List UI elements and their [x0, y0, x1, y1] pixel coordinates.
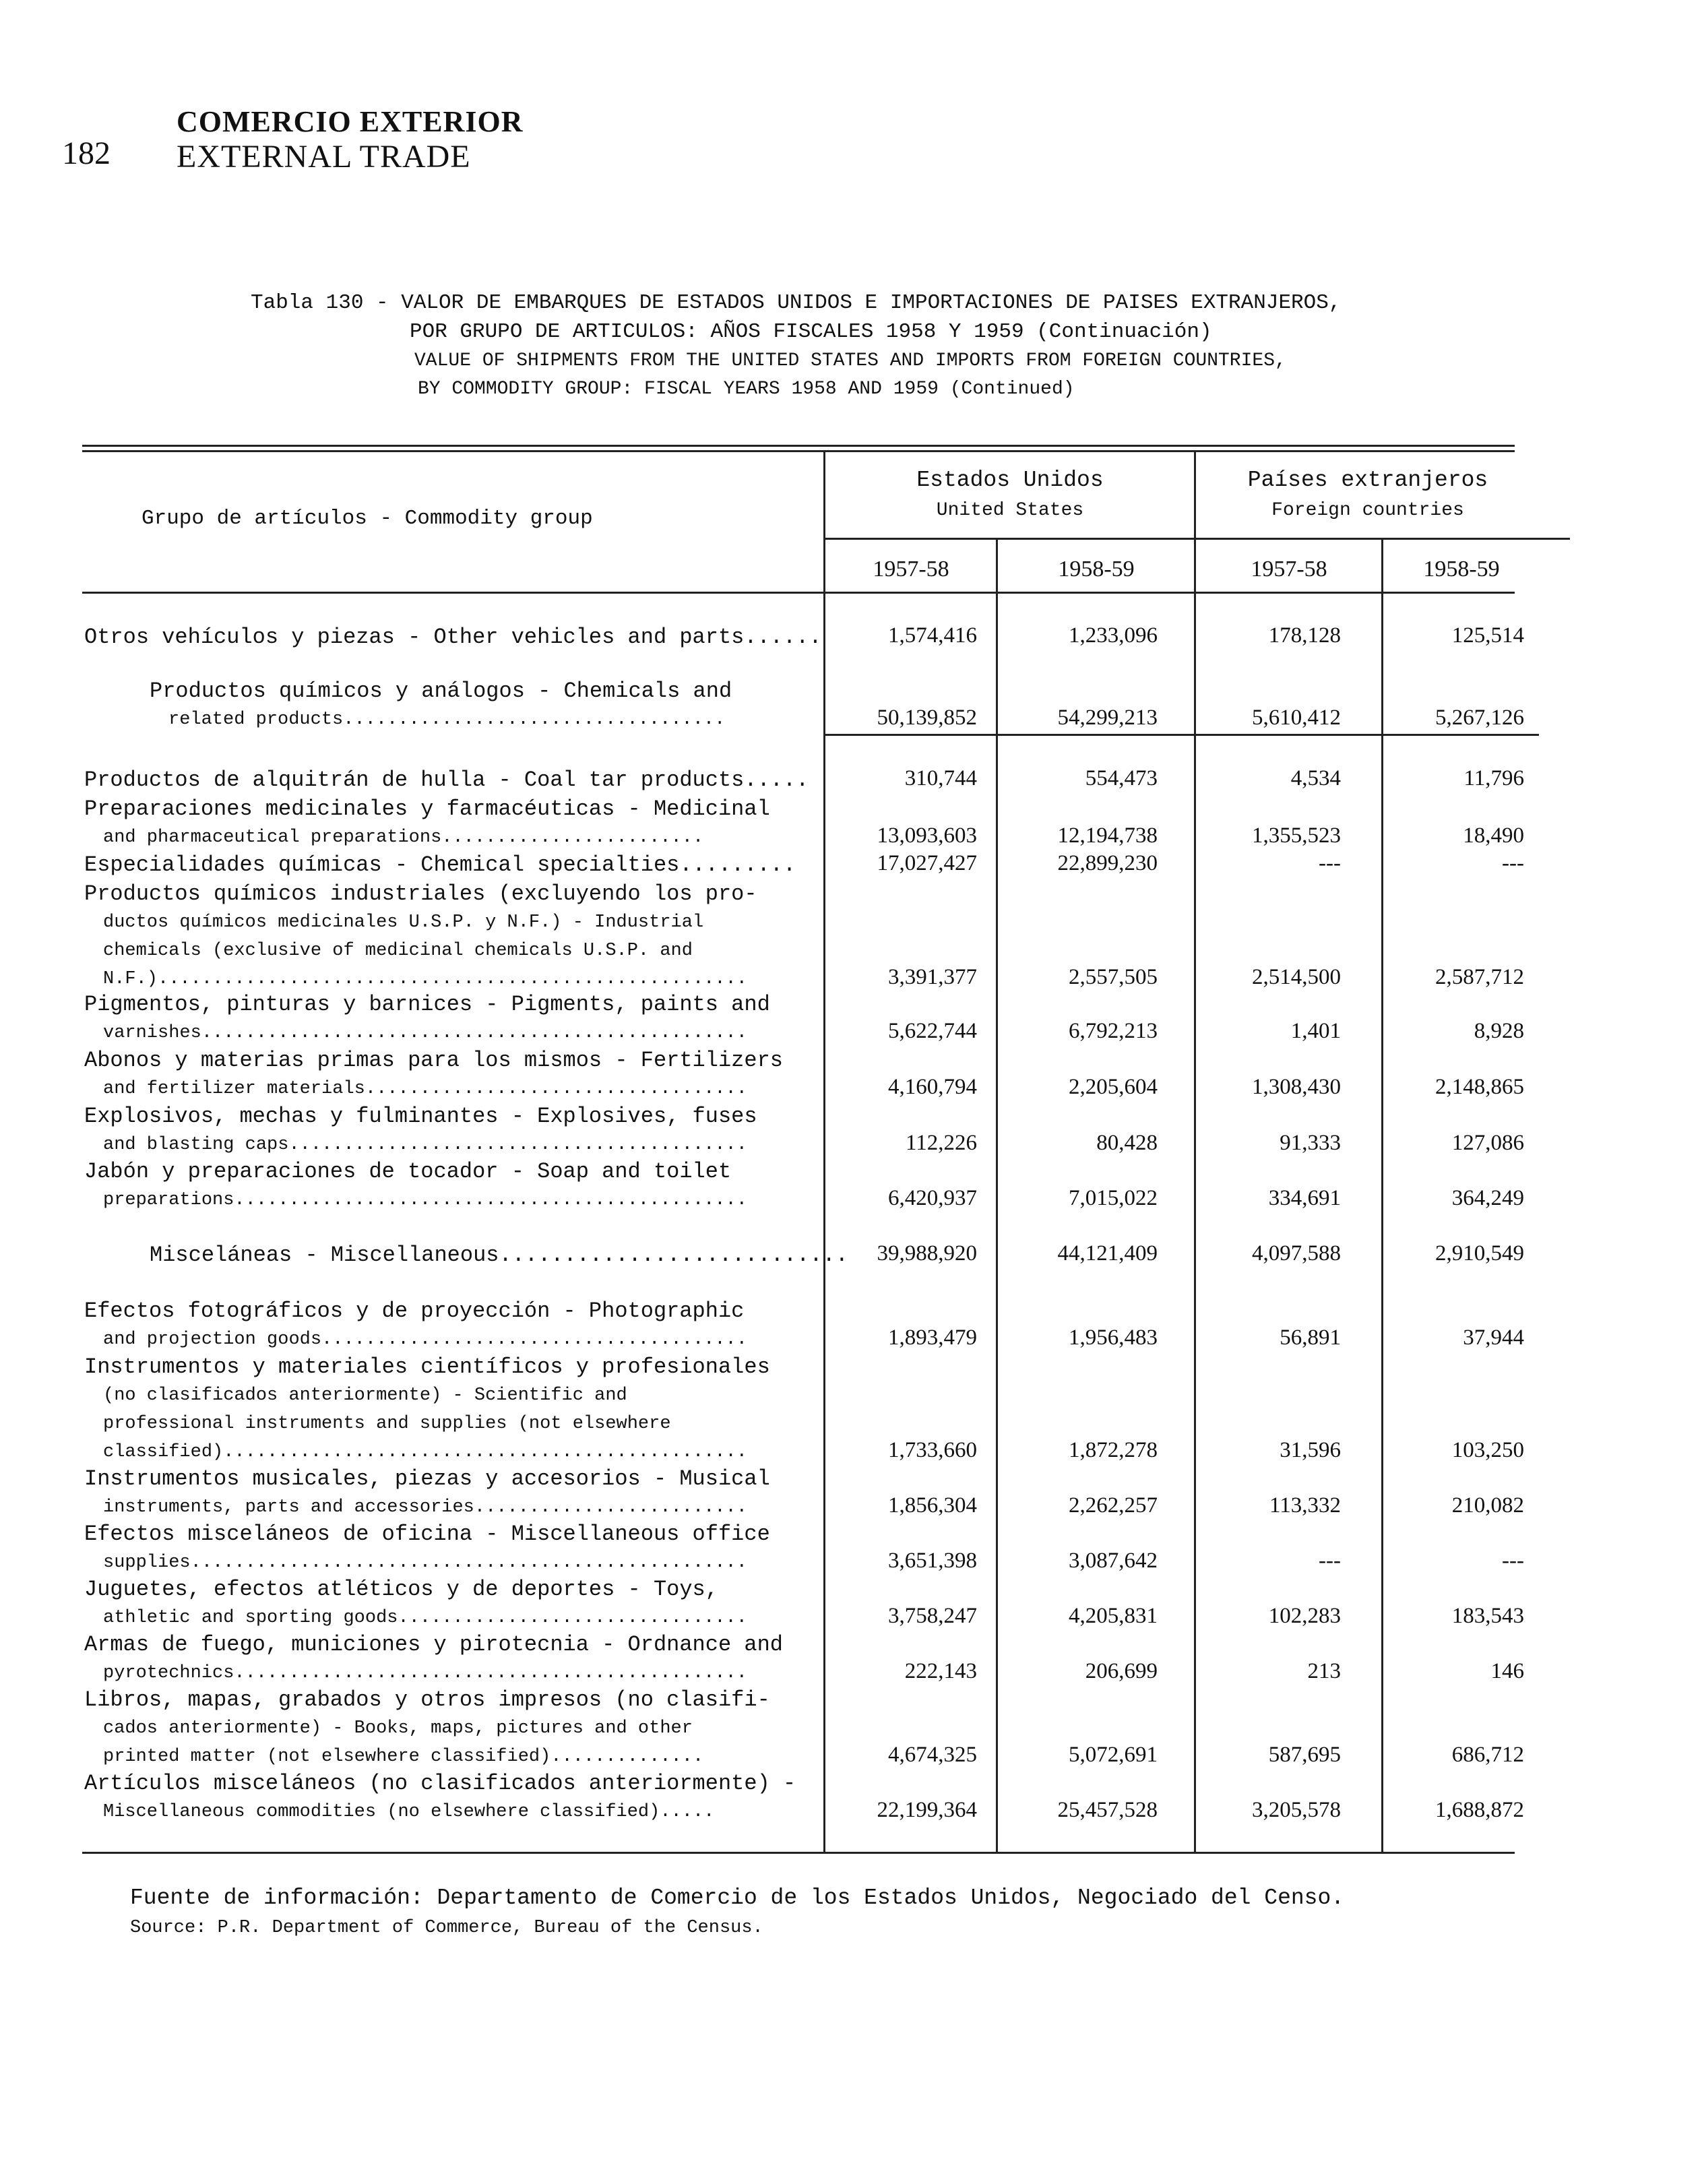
value-us-1957-58: 1,574,416 — [888, 623, 977, 648]
commodity-label-line: Abonos y materias primas para los mismos - Fertilizers — [84, 1048, 783, 1073]
value-us-1957-58: 39,988,920 — [877, 1241, 977, 1266]
table-header-bottom-rule — [82, 592, 1515, 594]
value-foreign-1957-58: 102,283 — [1268, 1604, 1341, 1628]
value-foreign-1958-59: 37,944 — [1463, 1325, 1524, 1350]
commodity-label-line: Productos de alquitrán de hulla - Coal tar products..... — [84, 768, 809, 792]
commodity-label-line: Juguetes, efectos atléticos y de deportes - Toys, — [84, 1577, 718, 1602]
column-divider-4 — [1381, 538, 1383, 1852]
value-us-1957-58: 3,391,377 — [888, 965, 977, 989]
column-group-rule — [823, 538, 1570, 540]
value-us-1957-58: 3,651,398 — [888, 1549, 977, 1573]
value-foreign-1958-59: 2,910,549 — [1435, 1241, 1524, 1266]
commodity-label-line: Preparaciones medicinales y farmacéuticas - Medicinal — [84, 797, 770, 821]
commodity-label — [84, 851, 796, 879]
value-foreign-1958-59: 103,250 — [1451, 1438, 1524, 1462]
value-foreign-1957-58: 91,333 — [1280, 1131, 1341, 1155]
value-us-1958-59: 4,205,831 — [1069, 1604, 1158, 1628]
source-note-en: Source: P.R. Department of Commerce, Bureau of the Census. — [130, 1918, 763, 1938]
value-us-1957-58: 222,143 — [904, 1659, 977, 1683]
section-title-es: COMERCIO EXTERIOR — [177, 105, 524, 138]
column-divider-3 — [1194, 450, 1196, 1852]
commodity-label-line: Libros, mapas, grabados y otros impresos (no clasifi- — [84, 1687, 770, 1712]
commodity-label-line: Jabón y preparaciones de tocador - Soap and toilet — [84, 1159, 732, 1184]
value-us-1958-59: 554,473 — [1085, 766, 1158, 790]
commodity-label-line: Miscellaneous commodities (no elsewhere classified)..... — [103, 1802, 715, 1822]
value-foreign-1957-58: 4,534 — [1290, 766, 1341, 790]
value-us-1958-59: 44,121,409 — [1057, 1241, 1158, 1266]
value-us-1957-58: 6,420,937 — [888, 1186, 977, 1210]
value-foreign-1957-58: --- — [1319, 1549, 1341, 1573]
value-us-1958-59: 206,699 — [1085, 1659, 1158, 1683]
value-foreign-1958-59: 183,543 — [1451, 1604, 1524, 1628]
commodity-label-line: Especialidades químicas - Chemical specialties......... — [84, 852, 796, 877]
commodity-label-line: athletic and sporting goods................................ — [103, 1608, 747, 1628]
commodity-label — [150, 1241, 848, 1270]
commodity-label — [84, 1631, 783, 1687]
year-header-foreign-1958-59: 1958-59 — [1423, 557, 1500, 582]
value-foreign-1958-59: 8,928 — [1474, 1019, 1524, 1043]
table-top-rule-2 — [82, 450, 1515, 452]
value-foreign-1957-58: 113,332 — [1269, 1493, 1341, 1518]
commodity-label-line: and pharmaceutical preparations........................ — [103, 828, 704, 848]
value-foreign-1957-58: 334,691 — [1268, 1186, 1341, 1210]
page-number: 182 — [62, 135, 111, 171]
value-foreign-1958-59: 127,086 — [1451, 1131, 1524, 1155]
commodity-label — [84, 623, 822, 652]
value-foreign-1957-58: 1,308,430 — [1252, 1075, 1341, 1099]
value-us-1957-58: 5,622,744 — [888, 1019, 977, 1043]
commodity-label-line: and projection goods....................................... — [103, 1330, 747, 1350]
commodity-label-line: Pigmentos, pinturas y barnices - Pigments, paints and — [84, 992, 770, 1017]
value-foreign-1958-59: --- — [1502, 851, 1524, 875]
commodity-label-line: professional instruments and supplies (not elsewhere — [103, 1414, 671, 1434]
table-bottom-rule — [82, 1852, 1515, 1854]
section-title-en: EXTERNAL TRADE — [177, 139, 471, 175]
commodity-label-line: related products................................... — [168, 710, 726, 730]
commodity-label — [84, 795, 770, 852]
table-top-rule — [82, 445, 1515, 447]
value-us-1957-58: 4,674,325 — [888, 1743, 977, 1767]
commodity-label — [84, 1102, 757, 1159]
value-us-1957-58: 1,733,660 — [888, 1438, 977, 1462]
value-foreign-1958-59: 146 — [1490, 1659, 1524, 1683]
us-header-es: Estados Unidos — [916, 468, 1104, 493]
commodity-label — [84, 880, 757, 993]
value-foreign-1958-59: --- — [1502, 1549, 1524, 1573]
commodity-label-line: ductos químicos medicinales U.S.P. y N.F.) - Industrial — [103, 912, 704, 933]
commodity-label-line: classified)................................................ — [103, 1442, 747, 1462]
value-foreign-1957-58: 4,097,588 — [1252, 1241, 1341, 1266]
table-caption-es-2: POR GRUPO DE ARTICULOS: AÑOS FISCALES 1958 Y 1959 (Continuación) — [410, 320, 1212, 344]
value-us-1957-58: 22,199,364 — [877, 1798, 977, 1822]
source-note-es: Fuente de información: Departamento de Comercio de los Estados Unidos, Negociado del Censo. — [130, 1885, 1345, 1910]
value-us-1958-59: 1,956,483 — [1069, 1325, 1158, 1350]
commodity-label-line: Efectos misceláneos de oficina - Miscellaneous office — [84, 1522, 770, 1547]
value-us-1958-59: 2,557,505 — [1069, 965, 1158, 989]
value-us-1958-59: 80,428 — [1096, 1131, 1158, 1155]
commodity-label-line: Productos químicos y análogos - Chemicals and — [150, 679, 732, 704]
commodity-label-line: Efectos fotográficos y de proyección - Photographic — [84, 1299, 745, 1323]
commodity-label-line: N.F.)...................................................... — [103, 969, 747, 989]
commodity-label-line: Instrumentos musicales, piezas y accesorios - Musical — [84, 1466, 770, 1491]
commodity-label-line: and blasting caps.......................................... — [103, 1135, 747, 1155]
commodity-label-line: printed matter (not elsewhere classified).............. — [103, 1747, 704, 1767]
value-foreign-1957-58: 56,891 — [1280, 1325, 1341, 1350]
value-foreign-1958-59: 11,796 — [1463, 766, 1524, 790]
column-divider-1 — [823, 450, 825, 1852]
value-us-1958-59: 22,899,230 — [1057, 851, 1158, 875]
value-foreign-1957-58: 1,401 — [1290, 1019, 1341, 1043]
foreign-header-es: Países extranjeros — [1247, 468, 1488, 493]
commodity-label — [84, 1520, 770, 1577]
commodity-label — [84, 1575, 747, 1632]
value-foreign-1957-58: 587,695 — [1268, 1743, 1341, 1767]
value-foreign-1958-59: 2,148,865 — [1435, 1075, 1524, 1099]
value-us-1958-59: 7,015,022 — [1069, 1186, 1158, 1210]
year-header-us-1958-59: 1958-59 — [1058, 557, 1135, 582]
value-foreign-1958-59: 686,712 — [1451, 1743, 1524, 1767]
value-us-1957-58: 17,027,427 — [877, 851, 977, 875]
commodity-label — [84, 1770, 796, 1826]
value-foreign-1957-58: 3,205,578 — [1252, 1798, 1341, 1822]
commodity-label-line: cados anteriormente) - Books, maps, pictures and other — [103, 1718, 693, 1739]
value-foreign-1957-58: --- — [1319, 851, 1341, 875]
commodity-label-line: Misceláneas - Miscellaneous........................... — [150, 1243, 848, 1268]
commodity-label-line: (no clasificados anteriormente) - Scientific and — [103, 1385, 627, 1406]
value-us-1957-58: 3,758,247 — [888, 1604, 977, 1628]
commodity-label-line: Instrumentos y materiales científicos y profesionales — [84, 1354, 770, 1379]
commodity-label-line: preparations............................................... — [103, 1190, 747, 1210]
commodity-label-line: chemicals (exclusive of medicinal chemicals U.S.P. and — [103, 941, 693, 961]
commodity-label — [84, 991, 770, 1047]
value-us-1958-59: 3,087,642 — [1069, 1549, 1158, 1573]
commodity-label-line: and fertilizer materials................................... — [103, 1079, 747, 1099]
commodity-group-header: Grupo de artículos - Commodity group — [141, 507, 593, 530]
value-us-1957-58: 13,093,603 — [877, 823, 977, 848]
value-foreign-1957-58: 5,610,412 — [1252, 706, 1341, 730]
year-header-foreign-1957-58: 1957-58 — [1251, 557, 1327, 582]
commodity-label-line: Explosivos, mechas y fulminantes - Explosives, fuses — [84, 1104, 757, 1129]
us-header-en: United States — [936, 500, 1084, 521]
commodity-label-line: supplies................................................... — [103, 1553, 747, 1573]
commodity-label — [84, 766, 809, 794]
column-divider-2 — [996, 538, 998, 1852]
year-header-us-1957-58: 1957-58 — [873, 557, 949, 582]
value-foreign-1957-58: 2,514,500 — [1252, 965, 1341, 989]
value-foreign-1958-59: 210,082 — [1451, 1493, 1524, 1518]
value-us-1957-58: 112,226 — [905, 1131, 977, 1155]
value-us-1957-58: 1,856,304 — [888, 1493, 977, 1518]
commodity-label-line: varnishes.................................................. — [103, 1023, 747, 1043]
value-us-1958-59: 2,262,257 — [1069, 1493, 1158, 1518]
value-us-1957-58: 4,160,794 — [888, 1075, 977, 1099]
value-us-1958-59: 1,872,278 — [1069, 1438, 1158, 1462]
value-us-1957-58: 50,139,852 — [877, 706, 977, 730]
subtotal-rule — [823, 734, 1539, 736]
value-foreign-1958-59: 125,514 — [1451, 623, 1524, 648]
value-us-1958-59: 54,299,213 — [1057, 706, 1158, 730]
commodity-label — [84, 1158, 747, 1214]
commodity-label-line: pyrotechnics............................................... — [103, 1663, 747, 1683]
value-foreign-1957-58: 178,128 — [1268, 623, 1341, 648]
value-us-1957-58: 1,893,479 — [888, 1325, 977, 1350]
value-us-1958-59: 2,205,604 — [1069, 1075, 1158, 1099]
value-us-1958-59: 25,457,528 — [1057, 1798, 1158, 1822]
foreign-header-en: Foreign countries — [1271, 500, 1464, 521]
commodity-label — [150, 677, 732, 734]
commodity-label-line: Artículos misceláneos (no clasificados anteriormente) - — [84, 1771, 796, 1796]
value-us-1957-58: 310,744 — [904, 766, 977, 790]
commodity-label-line: Armas de fuego, municiones y pirotecnia - Ordnance and — [84, 1632, 783, 1657]
value-us-1958-59: 6,792,213 — [1069, 1019, 1158, 1043]
commodity-label — [84, 1297, 747, 1354]
value-foreign-1958-59: 5,267,126 — [1435, 706, 1524, 730]
value-foreign-1957-58: 31,596 — [1280, 1438, 1341, 1462]
value-us-1958-59: 12,194,738 — [1057, 823, 1158, 848]
commodity-label — [84, 1047, 783, 1103]
value-foreign-1957-58: 213 — [1307, 1659, 1341, 1683]
value-us-1958-59: 1,233,096 — [1069, 623, 1158, 648]
value-foreign-1957-58: 1,355,523 — [1252, 823, 1341, 848]
table-caption-es-1: Tabla 130 - VALOR DE EMBARQUES DE ESTADOS UNIDOS E IMPORTACIONES DE PAISES EXTRANJEROS, — [251, 291, 1342, 315]
value-us-1958-59: 5,072,691 — [1069, 1743, 1158, 1767]
value-foreign-1958-59: 2,587,712 — [1435, 965, 1524, 989]
value-foreign-1958-59: 364,249 — [1451, 1186, 1524, 1210]
commodity-label-line: instruments, parts and accessories......................... — [103, 1497, 747, 1518]
value-foreign-1958-59: 18,490 — [1463, 823, 1524, 848]
table-caption-en-1: VALUE OF SHIPMENTS FROM THE UNITED STATES AND IMPORTS FROM FOREIGN COUNTRIES, — [414, 350, 1286, 371]
commodity-label — [84, 1353, 770, 1466]
commodity-label-line: Productos químicos industriales (excluyendo los pro- — [84, 881, 757, 906]
commodity-label-line: Otros vehículos y piezas - Other vehicles and parts...... — [84, 625, 822, 650]
commodity-label — [84, 1465, 770, 1522]
commodity-label — [84, 1686, 770, 1771]
value-foreign-1958-59: 1,688,872 — [1435, 1798, 1524, 1822]
table-caption-en-2: BY COMMODITY GROUP: FISCAL YEARS 1958 AND 1959 (Continued) — [418, 379, 1075, 400]
